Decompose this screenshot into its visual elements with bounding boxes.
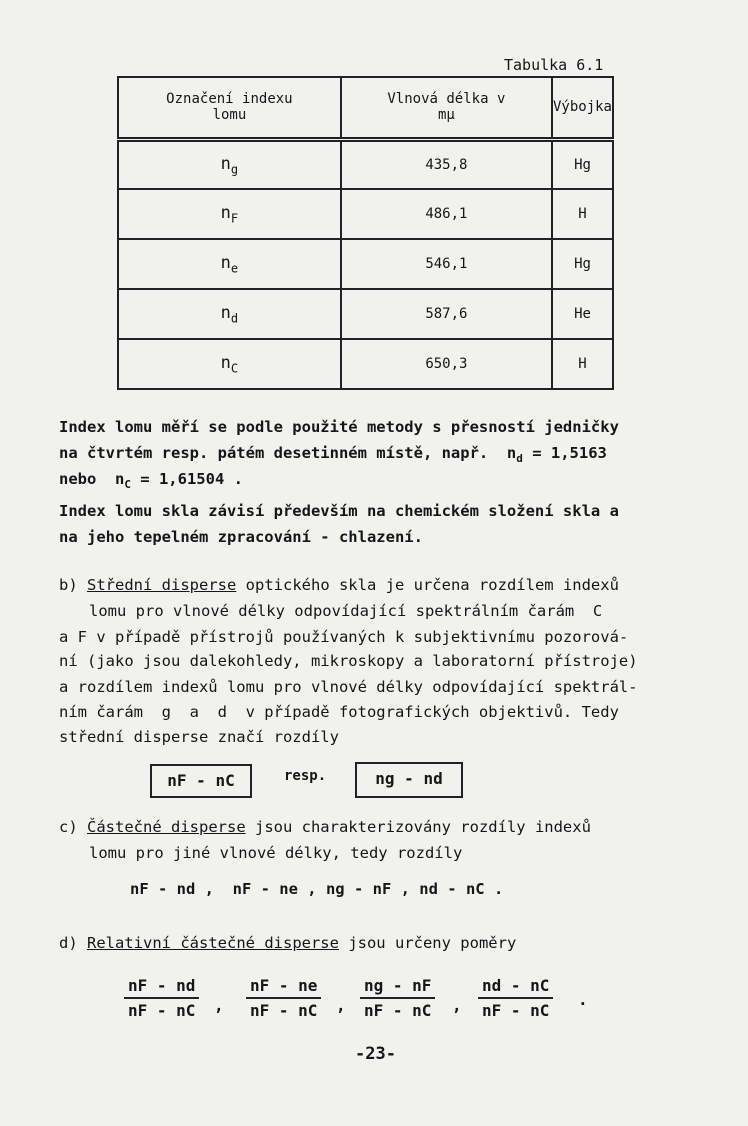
index-symbol: n (220, 302, 231, 323)
index-symbol: n (220, 352, 231, 373)
nd-value: = 1,5163 (532, 444, 607, 462)
lamp-cell: Hg (552, 239, 613, 289)
glass-line-1: Index lomu skla závisí především na chemickém složení skla a (59, 502, 619, 520)
fraction-1 (124, 976, 199, 1020)
page-number: -23- (355, 1044, 396, 1064)
index-symbol: n (220, 153, 231, 174)
section-c-line-2: lomu pro jiné vlnové délky, tedy rozdíly (89, 844, 463, 862)
index-symbol: n (220, 252, 231, 273)
section-b-line-6: ním čarám g a d v případě fotografických objektivů. Tedy (59, 703, 619, 721)
section-b-line-1-rest: optického skla je určena rozdílem indexů (236, 576, 619, 594)
comma: , (214, 996, 224, 1015)
table-row (118, 139, 613, 189)
lamp-cell: Hg (552, 139, 613, 189)
fraction-denominator: nF - nC (482, 1001, 550, 1020)
section-b-line-7: střední disperse značí rozdíly (59, 728, 339, 746)
comma: , (452, 996, 462, 1015)
index-symbol: n (220, 202, 231, 223)
section-c-line-1-rest: jsou charakterizovány rozdíly indexů (245, 818, 591, 836)
intro-line-3: nebo $n_C = 1,61504$ . (59, 470, 243, 492)
index-subscript: F (230, 211, 239, 226)
mean-dispersion-box-2: ng - nd (355, 762, 463, 798)
section-c-label: c) (59, 818, 78, 836)
table-row (118, 289, 613, 339)
wavelength-cell: 546,1 (341, 239, 552, 289)
fraction-denominator: nF - nC (364, 1001, 432, 1020)
section-b-term: Střední disperse (87, 576, 237, 594)
index-subscript: g (230, 161, 239, 176)
intro-line-2: na čtvrtém resp. pátém desetinném místě, např. $n_d = 1,5163$ (59, 444, 607, 466)
fraction-denominator: nF - nC (128, 1001, 196, 1020)
header-lamp: Výbojka (552, 77, 613, 139)
section-b-line-2: lomu pro vlnové délky odpovídající spektrálním čarám C (89, 602, 603, 620)
intro-line-3-prefix: nebo (59, 470, 97, 488)
period: . (578, 990, 588, 1009)
section-c-term: Částečné disperse (87, 818, 246, 836)
section-b-label: b) (59, 576, 78, 594)
section-d-term: Relativní částečné disperse (87, 934, 339, 952)
wavelength-cell: 587,6 (341, 289, 552, 339)
fraction-2 (246, 976, 321, 1020)
nc-value: = 1,61504 . (140, 470, 243, 488)
fraction-denominator: nF - nC (250, 1001, 318, 1020)
fraction-3 (360, 976, 435, 1020)
fraction-numerator: ng - nF (360, 976, 435, 999)
glass-line-2: na jeho tepelném zpracování - chlazení. (59, 528, 423, 546)
intro-line-2-text: na čtvrtém resp. pátém desetinném místě, např. (59, 444, 489, 462)
lamp-cell: H (552, 339, 613, 389)
lamp-cell: He (552, 289, 613, 339)
mean-dispersion-box-1: nF - nC (150, 764, 252, 798)
section-c-line-1 (59, 818, 591, 836)
index-subscript: d (230, 311, 239, 326)
index-subscript: e (230, 261, 239, 276)
fraction-4 (478, 976, 553, 1020)
header-index: Označení indexu lomu (118, 77, 341, 139)
section-d-label: d) (59, 934, 78, 952)
partial-dispersion-expr: nF - nd , nF - ne , ng - nF , nd - nC . (130, 880, 504, 898)
refractive-index-table (117, 76, 614, 390)
wavelength-cell: 435,8 (341, 139, 552, 189)
table-row (118, 189, 613, 239)
intro-line-1: Index lomu měří se podle použité metody s přesností jedničky (59, 418, 619, 436)
fraction-numerator: nF - ne (246, 976, 321, 999)
fraction-numerator: nF - nd (124, 976, 199, 999)
fraction-numerator: nd - nC (478, 976, 553, 999)
header-wavelength: Vlnová délka v mμ (341, 77, 552, 139)
section-b-line-4: ní (jako jsou dalekohledy, mikroskopy a laboratorní přístroje) (59, 652, 638, 670)
section-d-line-1-rest: jsou určeny poměry (338, 934, 517, 952)
section-b-line-5: a rozdílem indexů lomu pro vlnové délky odpovídající spektrál- (59, 678, 638, 696)
table-row (118, 339, 613, 389)
wavelength-cell: 486,1 (341, 189, 552, 239)
wavelength-cell: 650,3 (341, 339, 552, 389)
lamp-cell: H (552, 189, 613, 239)
table-caption: Tabulka 6.1 (504, 56, 604, 74)
index-subscript: C (230, 361, 239, 376)
section-b-line-1 (59, 576, 619, 594)
resp-text: resp. (284, 768, 327, 784)
table-row (118, 239, 613, 289)
section-b-line-3: a F v případě přístrojů používaných k subjektivnímu pozorová- (59, 628, 629, 646)
section-d-line-1 (59, 934, 516, 952)
comma: , (336, 996, 346, 1015)
